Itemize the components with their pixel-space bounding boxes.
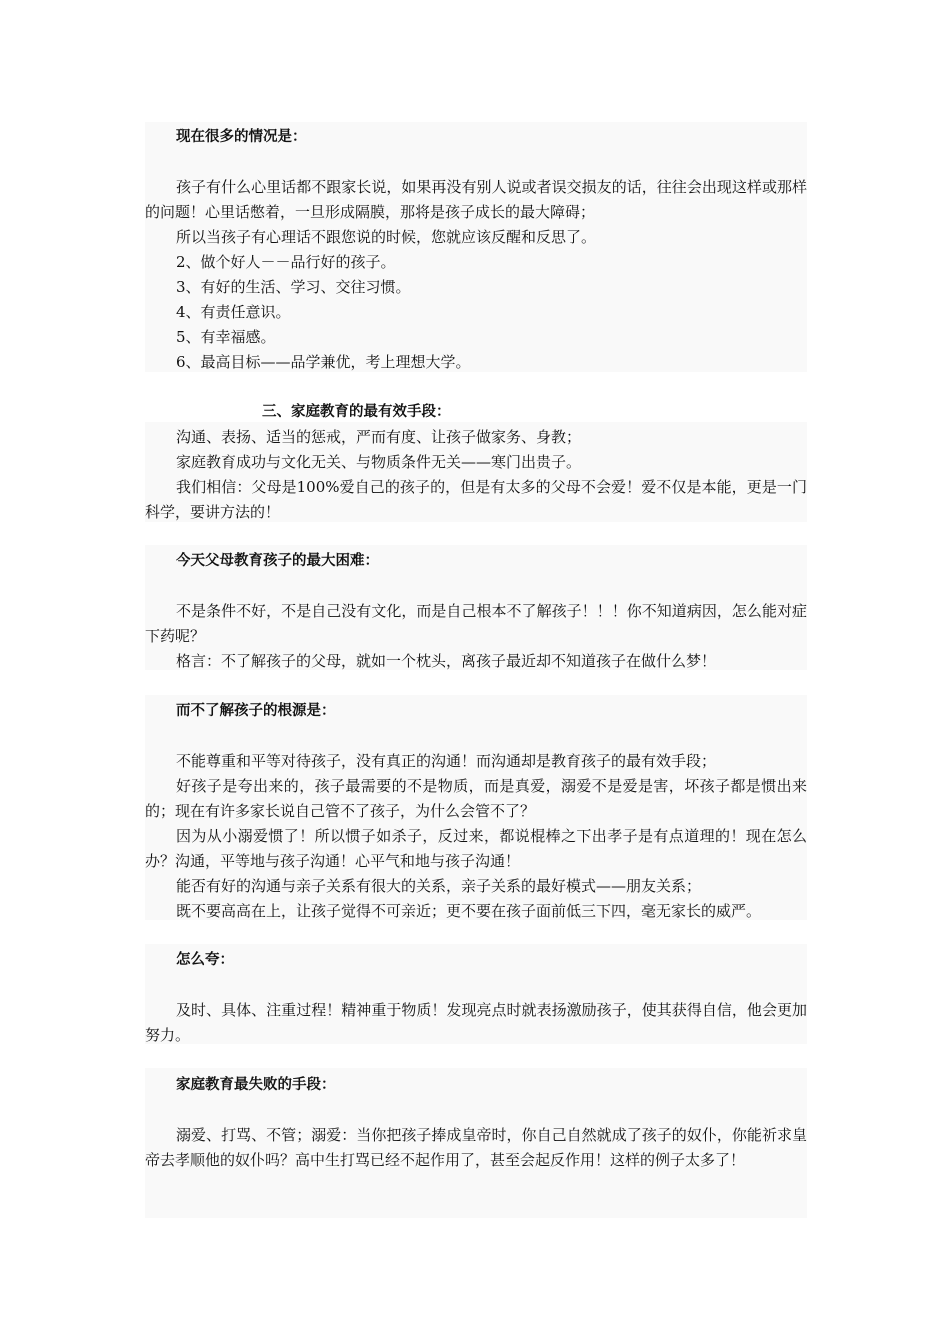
paragraph: 沟通、表扬、适当的惩戒，严而有度、让孩子做家务、身教； — [176, 428, 582, 446]
section-heading: 家庭教育最失败的手段： — [176, 1077, 336, 1093]
paragraph: 孩子有什么心里话都不跟家长说，如果再没有别人说或者误交损友的话，往往会出现这样或那样的问题！心里话憋着，一旦形成隔膜，那将是孩子成长的最大障碍； — [145, 178, 807, 221]
paragraph: 及时、具体、注重过程！精神重于物质！发现亮点时就表扬激励孩子，使其获得自信，他会更加努力。 — [145, 1001, 807, 1044]
section-heading: 现在很多的情况是： — [176, 129, 307, 145]
paragraph: 能否有好的沟通与亲子关系有很大的关系，亲子关系的最好模式——朋友关系； — [176, 877, 702, 895]
paragraph: 所以当孩子有心理话不跟您说的时候，您就应该反醒和反思了。 — [176, 228, 597, 246]
paragraph: 我们相信：父母是100%爱自己的孩子的，但是有太多的父母不会爱！爱不仅是本能，更是一门科学，要讲方法的！ — [145, 478, 807, 521]
paragraph: 既不要高高在上，让孩子觉得不可亲近；更不要在孩子面前低三下四，毫无家长的威严。 — [176, 902, 762, 920]
paragraph: 溺爱、打骂、不管；溺爱：当你把孩子捧成皇帝时，你自己自然就成了孩子的奴仆，你能祈求皇帝去孝顺他的奴仆吗？高中生打骂已经不起作用了，甚至会起反作用！这样的例子太多了！ — [145, 1126, 807, 1169]
paragraph: 因为从小溺爱惯了！所以惯子如杀子，反过来，都说棍棒之下出孝子是有点道理的！现在怎么办？沟通，平等地与孩子沟通！心平气和地与孩子沟通！ — [145, 827, 807, 870]
section-heading: 而不了解孩子的根源是： — [176, 703, 336, 719]
paragraph: 不是条件不好，不是自己没有文化，而是自己根本不了解孩子！！！你不知道病因，怎么能对症下药呢？ — [145, 602, 807, 645]
section-heading: 怎么夸： — [176, 952, 234, 968]
list-item: 2、做个好人－－品行好的孩子。 — [176, 253, 396, 271]
section-heading: 今天父母教育孩子的最大困难： — [176, 553, 379, 569]
paragraph: 格言：不了解孩子的父母，就如一个枕头，离孩子最近却不知道孩子在做什么梦！ — [176, 652, 717, 670]
section-heading: 三、家庭教育的最有效手段： — [262, 404, 451, 420]
paragraph: 好孩子是夸出来的，孩子最需要的不是物质，而是真爱，溺爱不是爱是害，坏孩子都是惯出来的；现在有许多家长说自己管不了孩子，为什么会管不了？ — [145, 777, 807, 820]
list-item: 3、有好的生活、学习、交往习惯。 — [176, 278, 411, 296]
list-item: 5、有幸福感。 — [176, 328, 276, 346]
list-item: 6、最高目标——品学兼优，考上理想大学。 — [176, 353, 471, 371]
list-item: 4、有责任意识。 — [176, 303, 291, 321]
paragraph: 家庭教育成功与文化无关、与物质条件无关——寒门出贵子。 — [176, 453, 582, 471]
paragraph: 不能尊重和平等对待孩子，没有真正的沟通！而沟通却是教育孩子的最有效手段； — [176, 752, 717, 770]
